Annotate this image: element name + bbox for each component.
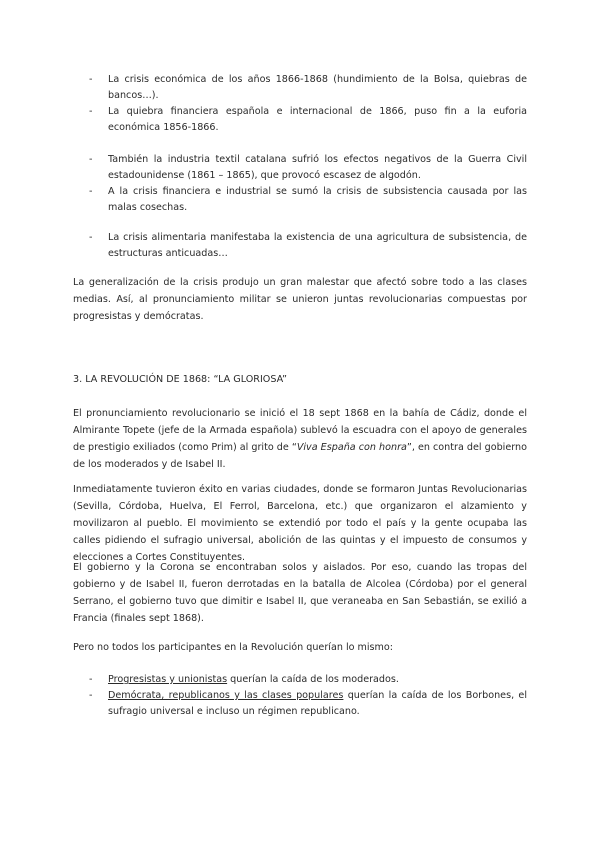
paragraph-generalizacion: La generalización de la crisis produjo un gran malestar que afectó sobre todo a las clases medias. Así, al pronunciamiento militar se unieron juntas revolucionarias compuestas por progresistas y demócratas. — [73, 277, 527, 322]
paragraph-text: ”, en contra del gobierno de los moderados y de Isabel II. — [73, 442, 527, 470]
list-item-text — [108, 672, 527, 688]
list-item-text: La crisis económica de los años 1866-1868 (hundimiento de la Bolsa, quiebras de bancos…). — [108, 74, 527, 101]
list-item-text: También la industria textil catalana sufrió los efectos negativos de la Guerra Civil estadounidense (1861 – 1865), que provocó escasez de algodón. — [108, 154, 527, 181]
paragraph-text: El pronunciamiento revolucionario se inició el 18 sept 1868 en la bahía de Cádiz, donde el Almirante Topete (jefe de la Armada española) sublevó la escuadra con el apoyo de generales de prestigio exiliados (como Prim) al grito de “ — [73, 408, 527, 453]
underlined-term: Demócrata, republicanos y las clases populares — [108, 690, 344, 701]
list-item — [89, 688, 527, 720]
bullet-dash: - — [89, 690, 93, 701]
list-item — [89, 672, 527, 688]
list-item — [89, 184, 527, 216]
paragraph-gobierno: El gobierno y la Corona se encontraban solos y aislados. Por eso, cuando las tropas del gobierno y de Isabel II, fueron derrotadas en la batalla de Alcolea (Córdoba) por el general Serrano, el gobierno tuvo que dimitir e Isabel II, que veraneaba en San Sebastián, se exilió a Francia (finales sept 1868). — [73, 562, 527, 624]
list-item — [89, 104, 527, 136]
bullet-dash: - — [89, 186, 93, 197]
list-item — [89, 72, 527, 104]
list-item — [89, 152, 527, 184]
list-item-text: La crisis alimentaria manifestaba la existencia de una agricultura de subsistencia, de estructuras anticuadas… — [108, 232, 527, 259]
list-item-rest: querían la caída de los moderados. — [227, 674, 399, 685]
list-item-text — [108, 688, 527, 720]
bullet-dash: - — [89, 232, 93, 243]
underlined-term: Progresistas y unionistas — [108, 674, 228, 685]
list-item — [89, 230, 527, 262]
bullet-dash: - — [89, 674, 93, 685]
italic-slogan: Viva España con honra — [296, 442, 407, 453]
list-item-rest: querían la caída de los Borbones, el sufragio universal e incluso un régimen republicano. — [108, 690, 527, 717]
section-heading: 3. LA REVOLUCIÓN DE 1868: “LA GLORIOSA” — [73, 374, 287, 385]
paragraph-pronunciamiento — [73, 405, 527, 473]
bullet-dash: - — [89, 74, 93, 85]
list-item-text: La quiebra financiera española e internacional de 1866, puso fin a la euforia económica 1856-1866. — [108, 106, 527, 133]
bullet-dash: - — [89, 154, 93, 165]
list-item-text: A la crisis financiera e industrial se sumó la crisis de subsistencia causada por las malas cosechas. — [108, 186, 527, 213]
bullet-dash: - — [89, 106, 93, 117]
paragraph-inmediatamente: Inmediatamente tuvieron éxito en varias ciudades, donde se formaron Juntas Revolucionarias (Sevilla, Córdoba, Huelva, El Ferrol, Barcelona, etc.) que organizaron el alzamiento y movilizaron al pueblo. El movimiento se extendió por todo el país y la gente ocupaba las calles pidiendo el sufragio universal, abolición de las quintas y el impuesto de consumos y elecciones a Cortes Constituyentes. — [73, 484, 527, 563]
paragraph-pero: Pero no todos los participantes en la Revolución querían lo mismo: — [73, 642, 393, 653]
